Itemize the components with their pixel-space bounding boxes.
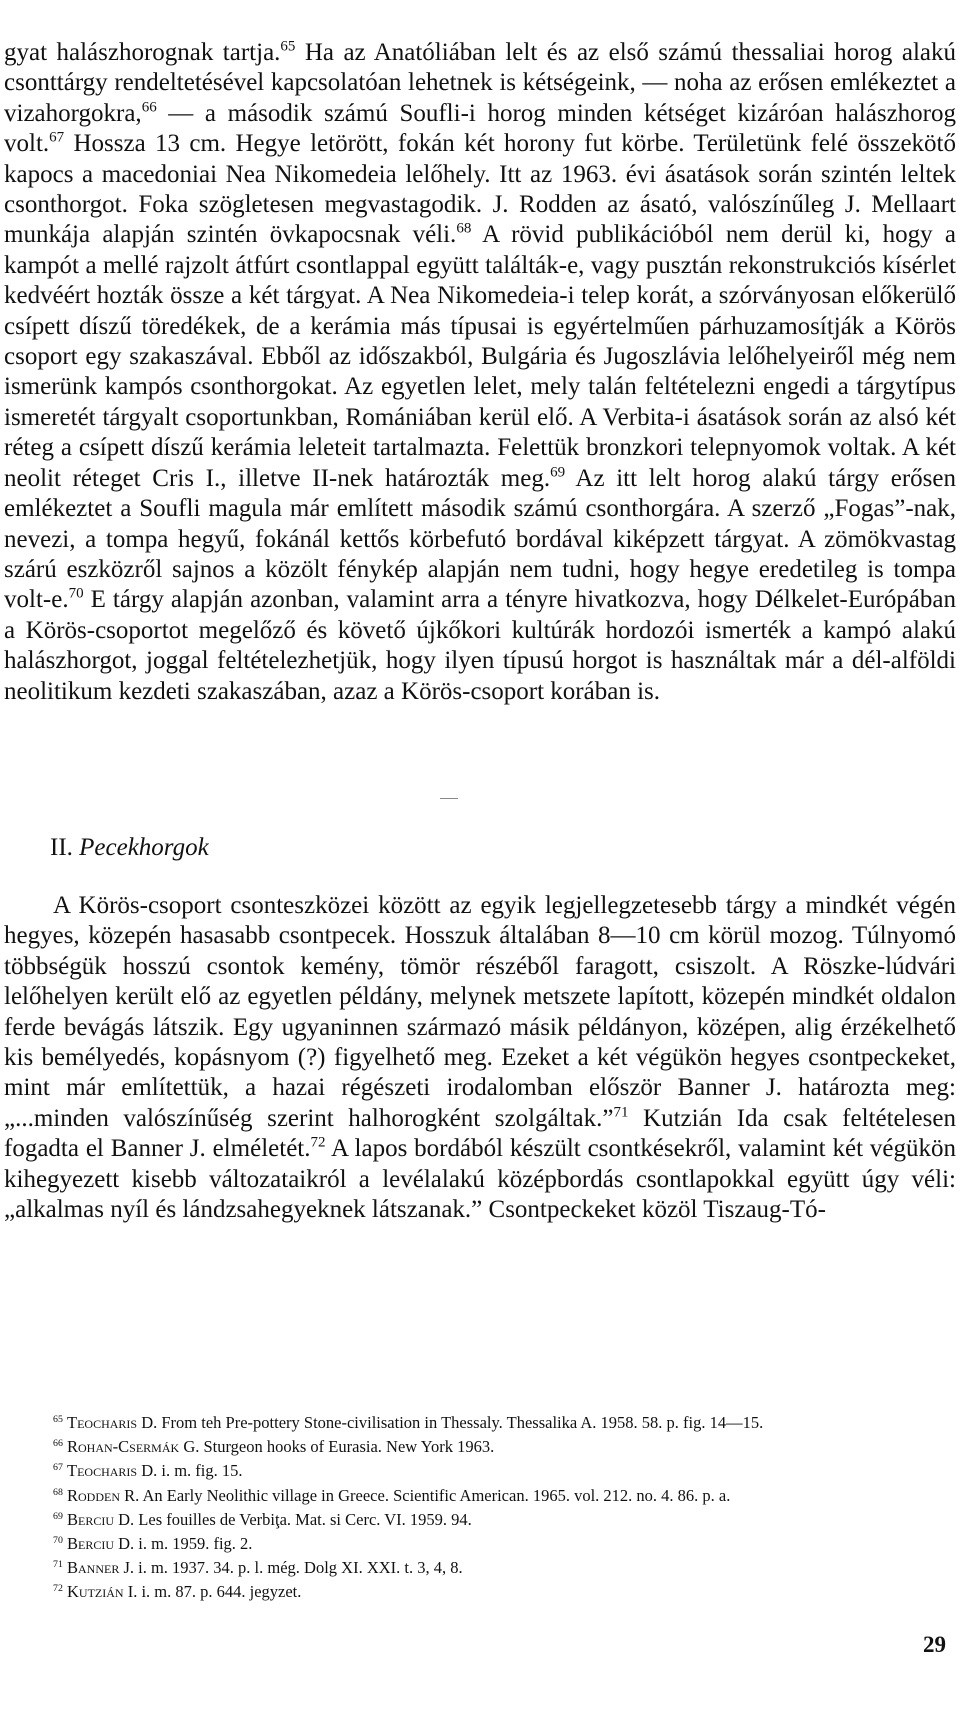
footnote-author: Kutzián bbox=[67, 1582, 124, 1602]
footnotes bbox=[4, 1411, 956, 1605]
footnote-author: Berciu bbox=[67, 1534, 115, 1554]
footnote-ref-66[interactable]: 66 bbox=[141, 99, 157, 116]
footnote-66: $^{66}$ Rohan-Csermák G. Sturgeon hooks of Eurasia. New York 1963. bbox=[53, 1437, 495, 1457]
footnote-69: $^{69}$ Berciu D. Les fouilles de Verbiţa. Mat. si Cerc. VI. 1959. 94. bbox=[53, 1509, 472, 1529]
section-body bbox=[4, 891, 956, 1225]
footnote-68: $^{68}$ Rodden R. An Early Neolithic village in Greece. Scientific American. 1965. vol. 212. no. 4. 86. p. a. bbox=[53, 1485, 731, 1505]
page-number: 29 bbox=[923, 1632, 946, 1657]
footnote-author: Teocharis bbox=[67, 1413, 138, 1432]
footnote-ref-68[interactable]: 68 bbox=[456, 221, 472, 238]
section-paragraph: A Körös-csoport csonteszközei között az egyik legjellegzetesebb tárgy a mindkét végén hegyes, közepén hasasabb csontpecek. Hosszuk általában 8—10 cm körül mozog. Túlnyomó többségük hosszú csontok kemény, tömör részéből faragott, csiszolt. A Röszke-lúdvári lelőhelyen került elő az egyetlen példány, melynek metszete lapított, közepén mindkét oldalon ferde bevágás látszik. Egy ugyaninnen származó másik példányon, középen, alig érzékelhető kis bemélyedés, kopásnyom (?) figyelhető meg. Ezeket a két végükön hegyes csontpeckeket, mint már említettük, a hazai régészeti irodalomban először Banner J. határozta meg: „...minden valószínűség szerint halhorogként szolgáltak.”$^{71}$ Kutzián Ida csak feltételesen fogadta el Banner J. elméletét.$^{72}$ A lapos bordából készült csontkésekről, valamint két végükön kihegyezett kisebb változataikról a levélalakú középbordás csontlapokkal együtt úgy véli: „alkalmas nyíl és lándzsahegyeknek látszanak.” Csontpeckeket közöl Tiszaug-Tó- bbox=[4, 892, 956, 1224]
footnote-ref-72[interactable]: 72 bbox=[310, 1134, 326, 1151]
footnote-ref-67[interactable]: 67 bbox=[49, 129, 65, 146]
footnote-71: $^{71}$ Banner J. i. m. 1937. 34. p. l. még. Dolg XI. XXI. t. 3, 4, 8. bbox=[53, 1558, 463, 1578]
footnote-70: $^{70}$ Berciu D. i. m. 1959. fig. 2. bbox=[53, 1534, 253, 1554]
footnote-author: Berciu bbox=[67, 1509, 115, 1529]
footnote-ref-71[interactable]: 71 bbox=[613, 1104, 629, 1121]
section-number: II. bbox=[50, 834, 73, 861]
body-text bbox=[4, 38, 956, 707]
section-heading bbox=[50, 833, 209, 863]
section-title: Pecekhorgok bbox=[79, 834, 209, 861]
footnote-ref-69[interactable]: 69 bbox=[550, 464, 566, 481]
footnote-author: Teocharis bbox=[67, 1461, 138, 1481]
footnote-67: $^{67}$ Teocharis D. i. m. fig. 15. bbox=[53, 1461, 243, 1481]
footnote-ref-65[interactable]: 65 bbox=[280, 38, 296, 55]
footnote-author: Banner bbox=[67, 1558, 120, 1578]
paragraph-continuation: gyat halászhorognak tartja.$^{65}$ Ha az Anatóliában lelt és az első számú thessaliai horog alakú csonttárgy rendeltetésével kapcsolatóan lehetnek is kétségeink, — noha az erősen emlékeztet a vizahorgokra,$^{66}$ — a második számú Soufli-i horog minden kétséget kizáróan halászhorog volt.$^{67}$ Hossza 13 cm. Hegye letörött, fokán két horony fut körbe. Területünk felé összekötő kapocs a macedoniai Nea Nikomedeia lelőhely. Itt az 1963. évi ásatások során szintén leltek csonthorgot. Foka szögletesen megvastagodik. J. Rodden az ásató, valószínűleg J. Mellaart munkája alapján szintén övkapocsnak véli.$^{68}$ A rövid publikációból nem derül ki, hogy a kampót a mellé rajzolt átfúrt csontlappal együtt találták-e, vagy pusztán rekonstrukciós kísérlet kedvéért hozták össze a két tárgyat. A Nea Nikomedeia-i telep korát, a szórványosan előkerülő csípett díszű töredékek, de a kerámia más típusai is egyértelműen párhuzamosítják a Körös csoport egy szakaszával. Ebből az időszakból, Bulgária és Jugoszlávia lelőhelyeiről még nem ismerünk kampós csonthorgokat. Az egyetlen lelet, mely talán feltételezni engedi a tárgytípus ismeretét tárgyalt csoportunkban, Romániában kerül elő. A Verbita-i ásatások során az alsó két réteg a csípett díszű kerámia leleteit tartalmazta. Felettük bronzkori telepnyomok voltak. A két neolit réteget Cris I., illetve II-nek határozták meg.$^{69}$ Az itt lelt horog alakú tárgy erősen emlékeztet a Soufli magula már említett második számú csonthorgára. A szerző „Fogas”-nak, nevezi, a tompa hegyű, fokánál kettős körbefutó bordával kiképzett tárgyat. A zömökvastag szárú eszközről sajnos a közölt fénykép alapján nem tudni, hogy hegye eredetileg is tompa volt-e.$^{70}$ E tárgy alapján azonban, valamint arra a tényre hivatkozva, hogy Délkelet-Európában a Körös-csoportot megelőző és követő újkőkori kultúrák hordozói ismerték a kampó alakú halászhorgot, joggal feltételezhetjük, hogy ilyen típusú horgot is használtak már a dél-alföldi neolitikum kezdeti szakaszában, azaz a Körös-csoport korában is. bbox=[4, 38, 956, 705]
footnote-65: $^{65}$ Teocharis D. From teh Pre-pottery Stone-civilisation in Thessaly. Thessalika A. 1958. 58. p. fig. 14—15. bbox=[53, 1413, 764, 1432]
footnote-author: Rodden bbox=[67, 1485, 120, 1505]
footnote-author: Rohan-Csermák bbox=[67, 1437, 180, 1457]
footnote-72: $^{72}$ Kutzián I. i. m. 87. p. 644. jegyzet. bbox=[53, 1582, 302, 1602]
section-divider bbox=[440, 798, 458, 799]
footnote-ref-70[interactable]: 70 bbox=[68, 586, 84, 603]
